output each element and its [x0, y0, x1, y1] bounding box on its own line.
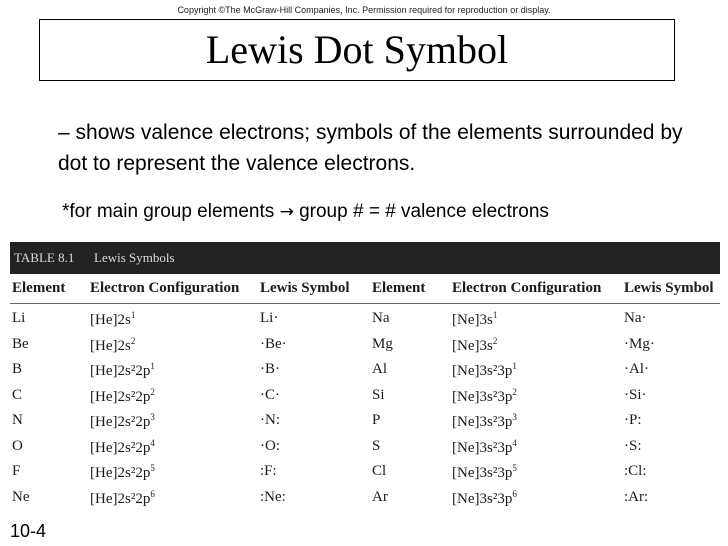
element-cell: Li [12, 310, 26, 326]
lewis-symbol-cell: ·Be· [260, 335, 287, 352]
config-cell [452, 489, 517, 508]
lewis-symbol-cell: ·O: [260, 437, 280, 454]
config-core: [He] [90, 388, 118, 405]
config-superscript: 1 [130, 310, 136, 320]
config-superscript: 6 [512, 488, 517, 499]
config-core: [Ne] [452, 439, 480, 456]
page-title: Lewis Dot Symbol [205, 27, 509, 72]
config-cell [90, 361, 155, 380]
element-cell: Be [12, 335, 29, 352]
lewis-symbol-cell: Li· [260, 310, 279, 326]
element-cell: N [12, 412, 23, 428]
table-row [10, 385, 720, 409]
config-orbitals: 3s²3p [479, 414, 513, 430]
config-orbitals: 3s²3p [479, 439, 513, 456]
column-header-config-2: Electron Configuration [452, 280, 602, 296]
table-label: TABLE 8.1 [14, 250, 75, 265]
lewis-symbol-cell: ·S: [624, 437, 642, 454]
config-core: [Ne] [452, 363, 480, 379]
element-cell: Mg [372, 335, 393, 352]
lewis-symbol-cell: ·Mg· [624, 335, 655, 352]
config-superscript: 5 [150, 463, 155, 473]
config-orbitals: 2s²2p [117, 414, 151, 430]
config-superscript: 2 [492, 335, 498, 346]
element-cell: B [12, 361, 23, 377]
config-orbitals: 3s [479, 337, 493, 354]
config-core: [He] [90, 337, 118, 354]
lewis-symbol-cell: Na· [624, 310, 647, 326]
config-core: [Ne] [452, 414, 480, 430]
lewis-symbols-table [10, 242, 720, 511]
config-superscript: 5 [512, 463, 517, 473]
element-cell: P [372, 412, 381, 428]
note-text-before: *for main group elements [62, 201, 275, 222]
config-cell [90, 438, 155, 457]
table-row [10, 487, 720, 511]
config-core: [He] [90, 439, 118, 456]
config-superscript: 4 [150, 437, 155, 448]
element-cell: Na [372, 310, 390, 326]
config-core: [Ne] [452, 490, 480, 507]
table-header-bar [10, 242, 720, 274]
config-core: [He] [90, 490, 118, 507]
column-header-element-2: Element [372, 280, 426, 296]
config-cell [90, 463, 155, 482]
lewis-symbol-cell: ·B· [260, 361, 280, 377]
lewis-symbol-cell: :Ar: [624, 488, 649, 505]
element-cell: Si [372, 386, 385, 403]
config-orbitals: 2s [117, 337, 131, 354]
lewis-symbol-cell: ·C· [260, 386, 280, 403]
config-orbitals: 2s²2p [117, 388, 151, 405]
config-superscript: 1 [492, 310, 498, 320]
config-orbitals: 2s²2p [117, 490, 151, 507]
config-cell [452, 336, 497, 355]
config-cell [90, 489, 155, 508]
config-core: [Ne] [452, 388, 480, 405]
config-cell [90, 412, 155, 431]
element-cell: Ne [12, 488, 30, 505]
config-cell [90, 387, 155, 406]
table-row [10, 461, 720, 485]
lewis-symbol-cell: ·P: [624, 412, 642, 428]
config-core: [He] [90, 465, 118, 481]
config-superscript: 2 [150, 386, 155, 397]
column-header-symbol-2: Lewis Symbol [624, 280, 714, 296]
config-superscript: 6 [150, 488, 155, 499]
lewis-symbol-cell: ·Si· [624, 386, 647, 403]
config-orbitals: 2s [117, 312, 131, 328]
config-cell [452, 361, 517, 380]
config-core: [Ne] [452, 337, 480, 354]
config-orbitals: 3s²3p [479, 465, 513, 481]
lewis-symbol-cell: :Cl: [624, 463, 647, 479]
config-cell [452, 438, 517, 457]
config-core: [He] [90, 363, 118, 379]
config-cell [452, 387, 517, 406]
config-orbitals: 2s²2p [117, 465, 151, 481]
config-cell [90, 310, 135, 329]
config-orbitals: 2s²2p [117, 363, 151, 379]
config-superscript: 4 [512, 437, 517, 448]
slide-number: 10-4 [10, 521, 47, 541]
config-superscript: 2 [512, 386, 517, 397]
config-cell [452, 412, 517, 431]
element-cell: Ar [372, 488, 388, 505]
table-row [10, 308, 720, 332]
config-cell [452, 463, 517, 482]
note-text-after: group # = # valence electrons [299, 201, 549, 222]
element-cell: C [12, 386, 23, 403]
element-cell: Al [372, 361, 387, 377]
table-caption: Lewis Symbols [94, 250, 175, 265]
description-text: – shows valence electrons; symbols of the elements surrounded by dot to represent the valence electrons. [58, 121, 683, 175]
element-cell: F [12, 463, 21, 479]
config-core: [Ne] [452, 465, 480, 481]
element-cell: Cl [372, 463, 387, 479]
element-cell: S [372, 437, 381, 454]
main-group-note [62, 201, 549, 223]
config-orbitals: 3s [479, 312, 493, 328]
config-superscript: 3 [150, 412, 155, 422]
title-box [39, 19, 675, 81]
config-superscript: 1 [512, 361, 517, 371]
config-superscript: 3 [512, 412, 517, 422]
lewis-symbol-cell: :F: [260, 463, 277, 479]
config-orbitals: 3s²3p [479, 388, 513, 405]
table-row [10, 334, 720, 358]
config-superscript: 2 [130, 335, 136, 346]
column-header-config: Electron Configuration [90, 280, 240, 296]
lewis-symbol-cell: :Ne: [260, 488, 286, 505]
config-orbitals: 2s²2p [117, 439, 151, 456]
table-row [10, 436, 720, 460]
config-superscript: 1 [150, 361, 155, 371]
config-core: [Ne] [452, 312, 480, 328]
element-cell: O [12, 437, 23, 454]
column-header-symbol: Lewis Symbol [260, 280, 350, 296]
header-divider [10, 303, 720, 304]
config-cell [452, 310, 497, 329]
config-core: [He] [90, 312, 118, 328]
config-core: [He] [90, 414, 118, 430]
table-row [10, 359, 720, 383]
column-header-element: Element [12, 280, 66, 296]
copyright-notice: Copyright ©The McGraw-Hill Companies, Inc. Permission required for reproduction or display. [177, 5, 551, 15]
table-row [10, 410, 720, 434]
config-orbitals: 3s²3p [479, 490, 513, 507]
lewis-symbol-cell: ·N: [260, 412, 280, 428]
lewis-symbol-cell: ·Al· [624, 361, 649, 377]
config-orbitals: 3s²3p [479, 363, 513, 379]
right-arrow-icon: → [279, 202, 294, 222]
config-cell [90, 336, 135, 355]
